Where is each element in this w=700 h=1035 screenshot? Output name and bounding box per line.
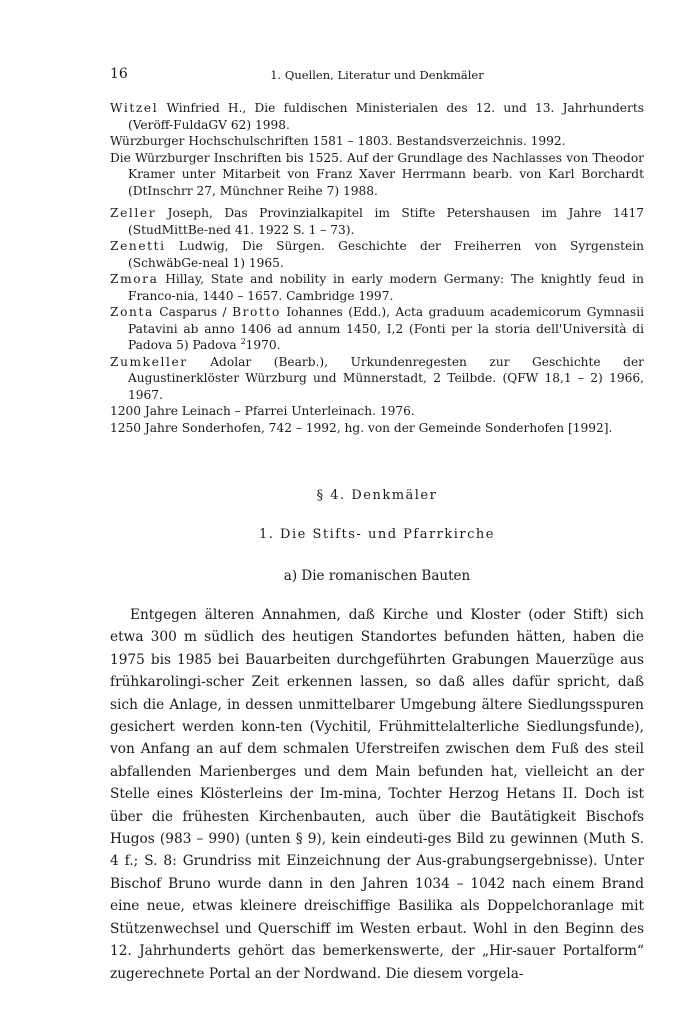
edition-superscript: 2 [240,336,246,346]
bib-author: Zumkeller [110,354,188,369]
bib-text: Joseph, Das Provinzialkapitel im Stifte Petershausen im Jahre 1417 (StudMittBe-ned 41. 1922 S. 1 – 73). [128,206,644,237]
bib-text: Die Würzburger Inschriften bis 1525. Auf der Grundlage des Nachlasses von Theodor Kramer unter Mitarbeit von Franz Xaver Herrmann bearb. von Karl Borchardt (DtInschrr 27, Münchner Reihe 7) 1988. [110,150,644,198]
running-title: 1. Quellen, Literatur und Denkmäler [270,68,484,82]
bib-author: Zonta [110,305,154,319]
bib-text-2: Iohannes (Edd.), Acta graduum academicorum Gymnasii Patavini ab anno 1406 ad annum 1450, I,2 (Fonti per la storia dell'Università di Padova 5) Padova [128,305,644,352]
bib-entry [110,150,644,200]
bibliography-list [110,100,644,436]
bib-author-2: Brotto [232,305,281,319]
page-number: 16 [110,66,128,82]
bib-author: Witzel [110,101,159,115]
bib-entry [110,403,644,420]
bib-text: Hillay, State and nobility in early modern Germany: The knightly feud in Franco-nia, 1440 – 1657. Cambridge 1997. [128,272,644,303]
subsection-heading: 1. Die Stifts- und Pfarrkirche [259,527,495,542]
page-header [110,66,644,86]
bib-text: Ludwig, Die Sürgen. Geschichte der Freiherren von Syrgenstein (SchwäbGe-neal 1) 1965. [128,239,644,270]
bib-text-3: 1970. [245,338,281,352]
bib-entry [110,238,644,271]
body-paragraph: Entgegen älteren Annahmen, daß Kirche und Kloster (oder Stift) sich etwa 300 m südlich des heutigen Standortes befunden hätten, haben die 1975 bis 1985 bei Bauarbeiten durchgeführten Grabungen Mauerzüge aus frühkarolingi-scher Zeit erkennen lassen, so daß alles dafür spricht, daß sich die Anlage, in dessen unmittelbarer Umgebung ältere Siedlungsspuren gesichert werden konn-ten (Vychitil, Frühmittelalterliche Siedlungsfunde), von Anfang an auf dem schmalen Uferstreifen zwischen dem Fuß des steil abfallenden Marienberges und dem Main befunden hat, vielleicht an der Stelle eines Klösterleins der Im-mina, Tochter Herzog Hetans II. Doch ist über die frühesten Kirchenbauten, auch über die Bautätigkeit Bischofs Hugos (983 – 990) (unten § 9), kein eindeuti-ges Bild zu gewinnen (Muth S. 4 f.; S. 8: Grundriss mit Einzeichnung der Aus-grabungsergebnisse). Unter Bischof Bruno wurde dann in den Jahren 1034 – 1042 nach einem Brand eine neue, etwas kleinere dreischiffige Basilika als Doppelchoranlage mit Stützenwechsel und Querschiff im Westen erbaut. Wohl in den Beginn des 12. Jahrhunderts gehört das bemerkenswerte, der „Hir-sauer Portalform“ zugerechnete Portal an der Nordwand. Die diesem vorgela- [110,607,644,982]
bib-author: Zenetti [110,239,166,253]
bib-text: Casparus / [153,305,233,319]
bib-entry [110,420,644,437]
bib-text: Würzburger Hochschulschriften 1581 – 1803. Bestandsverzeichnis. 1992. [110,134,566,148]
bib-entry [110,205,644,238]
subsubsection-heading: a) Die romanischen Bauten [283,568,471,584]
bib-author: Zeller [110,206,157,220]
bib-text: Adolar (Bearb.), Urkundenregesten zur Geschichte der Augustinerklöster Würzburg und Münnerstadt, 2 Teilbde. (QFW 18,1 – 2) 1966, 1967. [128,354,644,402]
bib-entry [110,304,644,354]
bib-entry [110,354,644,404]
bib-text: 1200 Jahre Leinach – Pfarrei Unterleinach. 1976. [110,404,415,418]
bib-author: Zmora [110,272,159,286]
section-heading: § 4. Denkmäler [316,488,438,503]
bib-entry [110,100,644,133]
bib-entry [110,271,644,304]
bib-text: Winfried H., Die fuldischen Ministerialen des 12. und 13. Jahrhunderts (Veröff-FuldaGV 62) 1998. [128,101,644,132]
bib-text: 1250 Jahre Sonderhofen, 742 – 1992, hg. von der Gemeinde Sonderhofen [1992]. [110,420,613,435]
bib-entry [110,133,644,150]
